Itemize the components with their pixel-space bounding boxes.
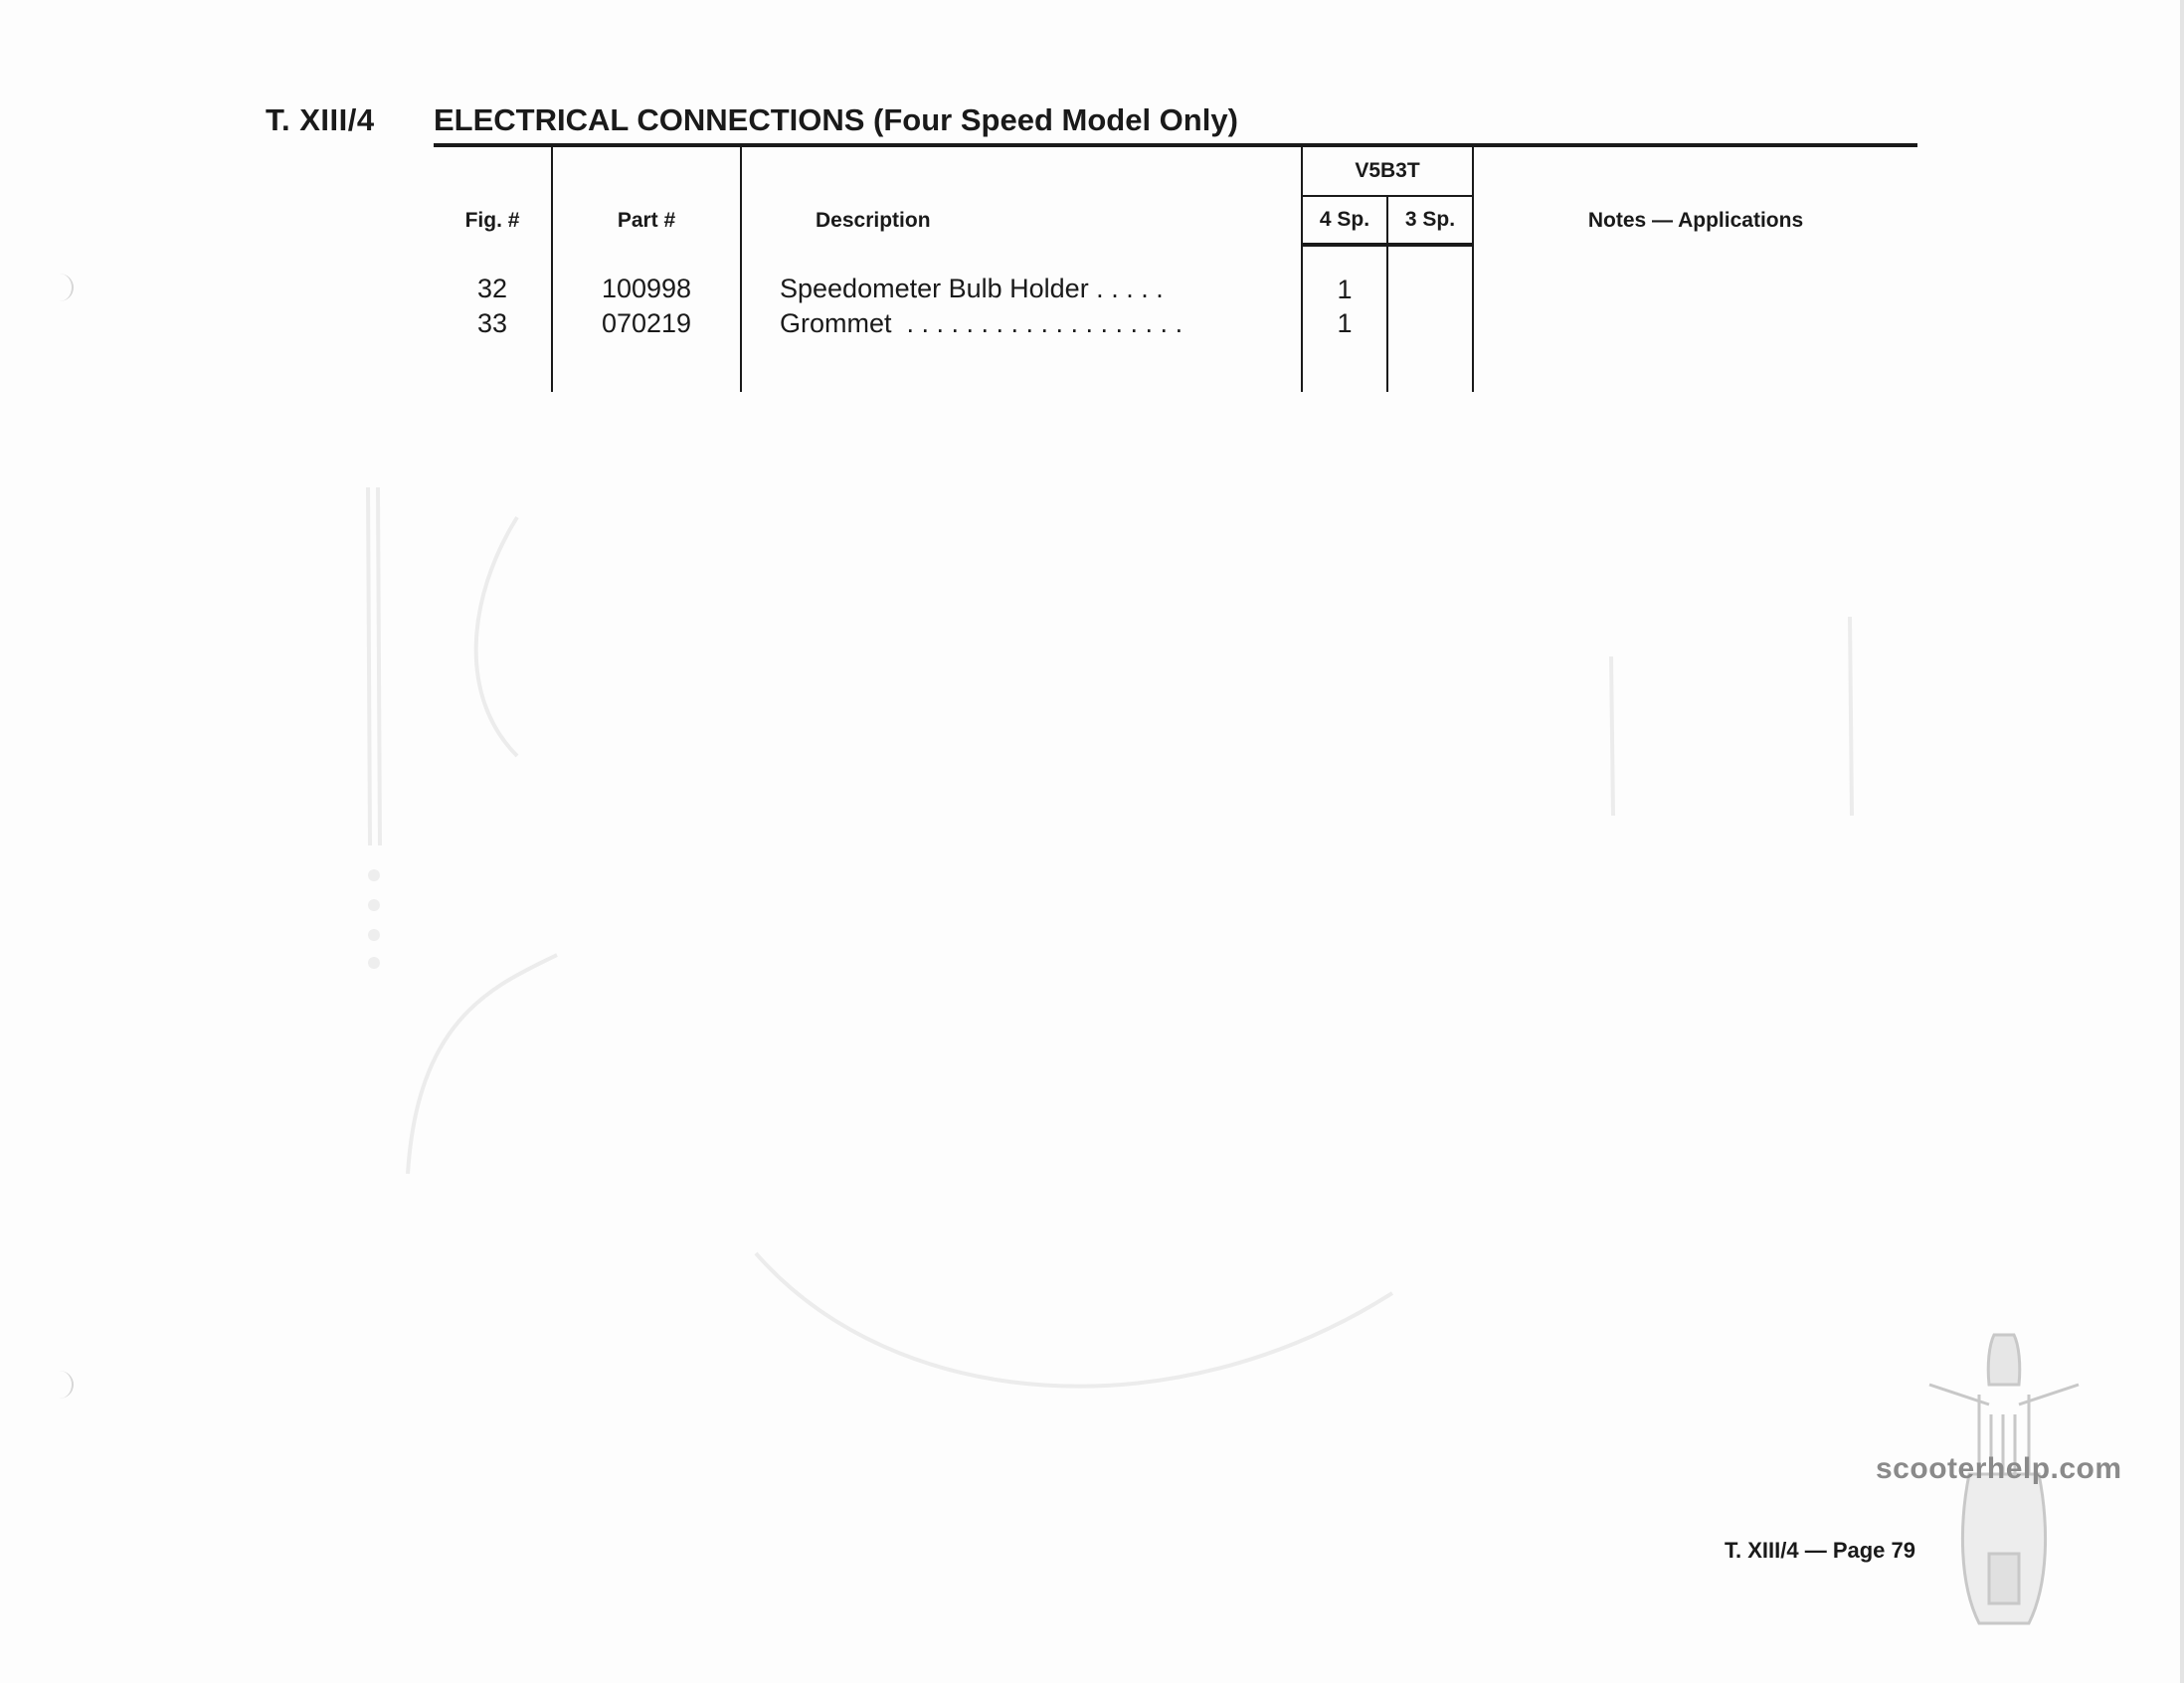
cell-description: Speedometer Bulb Holder . . . . . — [780, 273, 1164, 303]
parts-table — [434, 143, 1917, 392]
cell-4sp: 1 — [1302, 245, 1387, 306]
col-header-fig — [434, 145, 552, 245]
cell-part: 070219 — [552, 306, 741, 340]
binder-hole — [58, 274, 74, 301]
section-code: T. XIII/4 — [266, 102, 375, 137]
table-row-spacer — [434, 340, 1917, 392]
col-header-part — [552, 145, 741, 245]
page-title: ELECTRICAL CONNECTIONS (Four Speed Model Only) — [434, 102, 1238, 137]
watermark: scooterhelp.com — [1876, 1452, 2122, 1485]
col-header-notes-label: Notes — Applications — [1587, 209, 1804, 232]
cell-part: 100998 — [552, 245, 741, 306]
col-header-notes — [1473, 145, 1917, 245]
col-header-description-label: Description — [816, 209, 931, 232]
cell-3sp — [1387, 245, 1473, 306]
cell-4sp: 1 — [1302, 306, 1387, 340]
table-row — [434, 245, 1917, 306]
col-header-description — [741, 145, 1302, 245]
table-row — [434, 306, 1917, 340]
page-number: T. XIII/4 — Page 79 — [1725, 1538, 1915, 1563]
page-edge — [2180, 0, 2184, 1683]
col-header-model: V5B3T — [1302, 145, 1473, 196]
col-header-part-label: Part # — [617, 209, 676, 232]
cell-3sp — [1387, 306, 1473, 340]
binder-hole — [58, 1371, 74, 1399]
cell-fig: 32 — [434, 245, 552, 306]
col-header-fig-label: Fig. # — [464, 209, 520, 232]
cell-notes — [1473, 306, 1917, 340]
cell-notes — [1473, 245, 1917, 306]
col-header-4sp: 4 Sp. — [1302, 196, 1387, 245]
cell-description: Grommet . . . . . . . . . . . . . . . . . . . — [780, 307, 1183, 338]
col-header-3sp: 3 Sp. — [1387, 196, 1473, 245]
cell-fig: 33 — [434, 306, 552, 340]
